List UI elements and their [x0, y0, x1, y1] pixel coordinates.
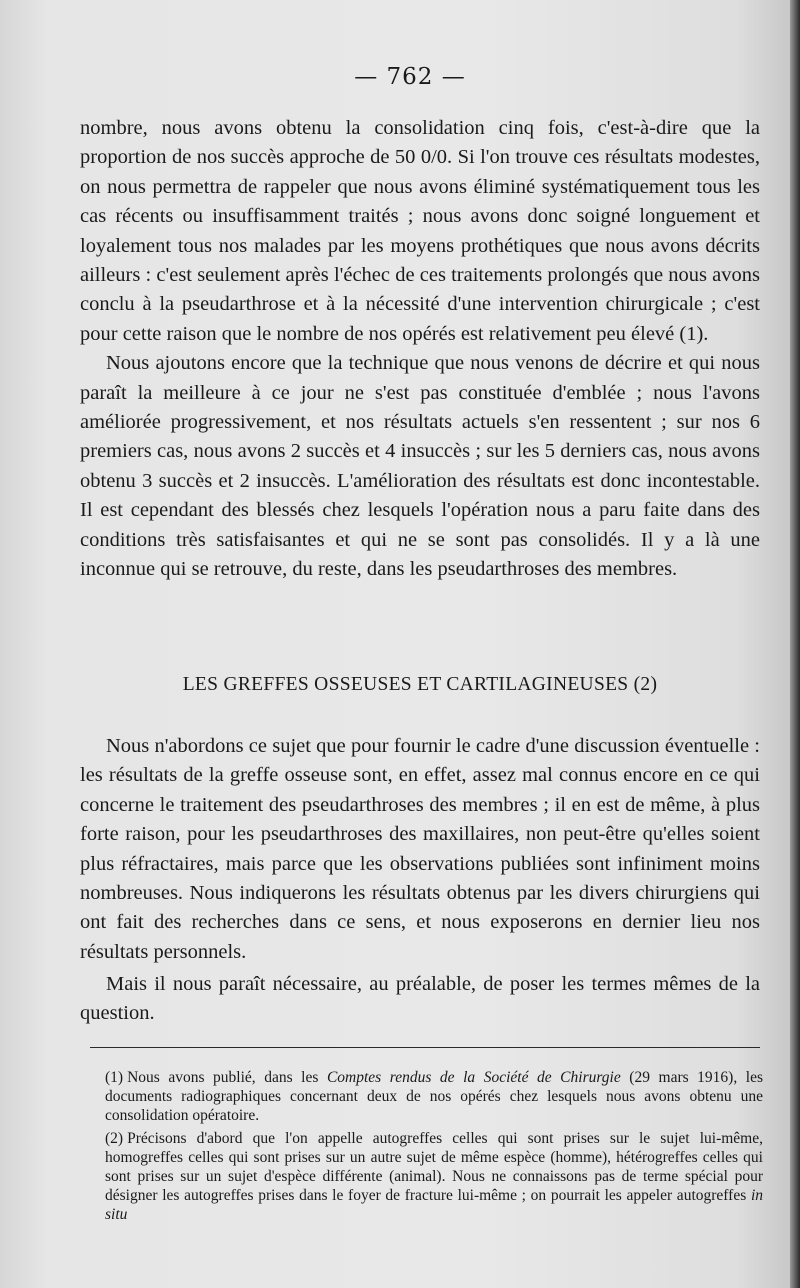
footnote-text: (29 mars 1916), les documents radiographiques concernant deux de nos opérés chez lesquels nous avons obtenu une consolidation opératoire.	[105, 1069, 763, 1124]
paragraph: Mais il nous paraît nécessaire, au préalable, de poser les termes mêmes de la question.	[80, 973, 760, 1025]
body-text-top	[80, 114, 760, 585]
footnote-text: Nous avons publié, dans les	[127, 1069, 327, 1086]
page-edge-shadow	[790, 0, 800, 1288]
footnote-italic-text: Comptes rendus de la Société de Chirurgie	[326, 1069, 621, 1086]
footnote-number: (1)	[105, 1069, 124, 1086]
footnote-2	[105, 1129, 763, 1224]
footnotes	[105, 1068, 763, 1228]
footnote-separator	[90, 1047, 760, 1048]
footnote-1	[105, 1068, 763, 1125]
section-body-text	[80, 732, 760, 967]
footnote-italic-text: in situ	[105, 1187, 763, 1223]
paragraph: Nous n'abordons ce sujet que pour fournir le cadre d'une discussion éventuelle : les résultats de la greffe osseuse sont, en effet, assez mal connus encore en ce qui concerne le traitement des pseudarthroses des membres ; il en est de même, à plus forte raison, pour les pseudarthroses des maxillaires, non peut-être qu'elles soient plus réfractaires, mais parce que les observations publiées sont infiniment moins nombreuses. Nous indiquerons les résultats obtenus par les divers chirurgiens qui ont fait des recherches dans ce sens, et nous exposerons en dernier lieu nos résultats personnels.	[80, 735, 760, 963]
page-number: — 762 —	[354, 64, 466, 90]
footnote-number: (2)	[105, 1130, 124, 1147]
paragraph: Nous ajoutons encore que la technique que nous venons de décrire et qui nous paraît la meilleure à ce jour ne s'est pas constituée d'emblée ; nous l'avons améliorée progressivement, et nos résultats actuels s'en ressentent ; sur nos 6 premiers cas, nous avons 2 succès et 4 insuccès ; sur les 5 derniers cas, nous avons obtenu 3 succès et 2 insuccès. L'amélioration des résultats est donc incontestable. Il est cependant des blessés chez lesquels l'opération nous a paru faite dans des conditions très satisfaisantes et qui ne se sont pas consolidés. Il y a là une inconnue qui se retrouve, du reste, dans les pseudarthroses des membres.	[80, 352, 760, 581]
section-heading: LES GREFFES OSSEUSES ET CARTILAGINEUSES (2)	[182, 674, 658, 695]
footnote-text: Précisons d'abord que l'on appelle autogreffes celles qui sont prises sur le sujet lui-même, homogreffes celles qui sont prises sur un autre sujet de même espèce (homme), hétérogreffes celles qui sont prises sur un sujet d'espèce différente (animal). Nous ne connaissons pas de terme spécial pour désigner les autogreffes prises dans le foyer de fracture lui-même ; on pourrait les appeler autogreffes	[105, 1130, 763, 1204]
section-body-text-2	[80, 970, 760, 1029]
paragraph-continued: nombre, nous avons obtenu la consolidation cinq fois, c'est-à-dire que la proportion de nos succès approche de 50 0/0. Si l'on trouve ces résultats modestes, on nous permettra de rappeler que nous avons éliminé systématiquement tous les cas récents ou insuffisamment traités ; nous avons donc soigné longuement et loyalement tous nos malades par les moyens prothétiques que nous avons décrits ailleurs : c'est seulement après l'échec de ces traitements prolongés que nous avons conclu à la pseudarthrose et à la nécessité d'une intervention chirurgicale ; c'est pour cette raison que le nombre de nos opérés est relativement peu élevé (1).	[80, 117, 760, 345]
